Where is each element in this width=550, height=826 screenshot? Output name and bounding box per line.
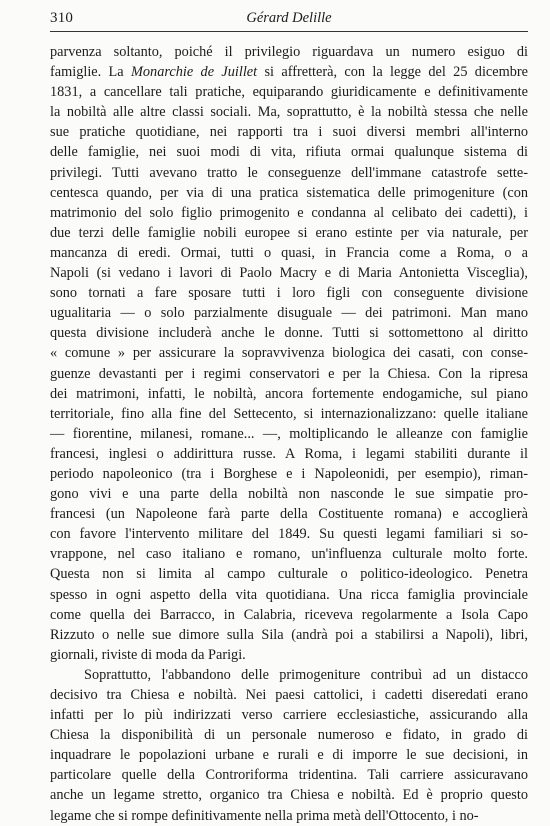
- text-line: come quella dei Barracco, in Calabria, riceveva regolarmente a Isola Capo: [50, 606, 528, 623]
- text-line: parvenza soltanto, poiché il privilegio riguardava un numero esiguo di: [50, 44, 528, 60]
- text-line: delle famiglie, nei suoi modi di vita, rifiuta ormai qualunque sistema di: [50, 144, 528, 161]
- text-line: gono vivi e una parte della nobiltà non nasconde le sue simpatie pro-: [50, 486, 528, 503]
- page-number: 310: [50, 10, 74, 26]
- text-line: giornali, riviste di moda da Parigi.: [50, 646, 246, 663]
- body-text: [50, 42, 528, 826]
- text-line: — fiorentine, milanesi, romane... —, moltiplicando le alleanze con famiglie: [50, 425, 528, 442]
- text-line: Chiesa la disponibilità di un personale numeroso e fidato, in grado di: [50, 727, 528, 744]
- text-line: francesi (un Napoleone farà parte della Costituente romana) e accoglierà: [50, 506, 528, 523]
- text-line: guenze devastanti per i regimi conservatori e per la Chiesa. Con la ripresa: [50, 365, 528, 382]
- text-line: 1831, a cancellare tali pratiche, equiparando giuridicamente e definitivamente: [50, 84, 528, 101]
- text-line: decisivo tra Chiesa e nobiltà. Nei paesi cattolici, i cadetti diseredati erano: [50, 687, 528, 703]
- text-line: periodo napoleonico (tra i Borghese e i Napoleonidi, per esempio), riman-: [50, 465, 528, 482]
- text-line: sue pratiche quotidiane, nei rapporti tra i suoi diversi membri all'interno: [50, 124, 528, 141]
- text-line: matrimonio del solo figlio primogenito e condanna al celibato dei cadetti), i: [50, 204, 528, 221]
- text-line: Soprattutto, l'abbandono delle primogeniture contribuì ad un distacco: [84, 666, 528, 683]
- text-line: sono tornati a fare sposare tutti i loro figli con conseguente divisione: [50, 285, 528, 302]
- text-line: francesi, inglesi o addirittura russe. A Roma, i legami stabiliti durante il: [50, 445, 528, 462]
- paragraph-2: [50, 665, 528, 826]
- text-line: legame che si rompe definitivamente nella prima metà dell'Ottocento, i no-: [50, 807, 479, 824]
- text-line: Questa non si limita al campo culturale o politico-ideologico. Penetra: [50, 566, 528, 583]
- text-line: particolare quelle della Controriforma tridentina. Tali carriere assicuravano: [50, 767, 528, 784]
- text-line: due terzi delle famiglie nobili europee si erano estinte per via naturale, per: [50, 224, 528, 241]
- text-line: famiglie. La Monarchie de Juillet si affretterà, con la legge del 25 dicembre: [50, 64, 528, 81]
- text-line: centesca quando, per via di una pratica sistematica delle primogeniture (con: [50, 184, 528, 201]
- text-line: « comune » per assicurare la sopravvivenza biologica dei casati, con conse-: [50, 345, 528, 362]
- running-head-author: Gérard Delille: [246, 10, 332, 26]
- text-line: privilegi. Tutti avevano tratto le conseguenze dell'immane catastrofe sette-: [50, 164, 528, 181]
- page-header: [50, 10, 528, 32]
- text-line: ugualitaria — o solo parzialmente disuguale — dei patrimoni. Man mano: [50, 305, 528, 322]
- text-line: territoriale, fino alla fine del Settecento, si internazionalizzano: quelle italiane: [50, 405, 528, 422]
- text-line: dei matrimoni, infatti, le nobiltà, ancora fortemente endogamiche, sul piano: [50, 385, 528, 402]
- text-line: la nobiltà alle altre classi sociali. Ma, soprattutto, è la nobiltà stessa che nelle: [50, 104, 528, 121]
- text-line: anche un legame stretto, organico tra Chiesa e nobiltà. Ed è proprio questo: [50, 787, 528, 804]
- text-line: con favore l'intervento militare del 1849. Su questi legami familiari si so-: [50, 526, 528, 543]
- text-line: mancanza di eredi. Ormai, tutti o quasi, in Francia come a Roma, o a: [50, 244, 528, 261]
- text-line: questa divisione includerà anche le donne. Tutti si sottomettono al diritto: [50, 325, 528, 342]
- text-line: Rizzuto o nelle sue dimore sulla Sila (andrà poi a stabilirsi a Napoli), libri,: [50, 626, 528, 643]
- text-line: infatti per lo più indirizzati verso carriere ecclesiastiche, assicurando alla: [50, 707, 528, 724]
- text-line: Napoli (si vedano i lavori di Paolo Macry e di Maria Antonietta Visceglia),: [50, 265, 528, 282]
- paragraph-1: [50, 42, 528, 665]
- text-line: vrappone, nel caso italiano e romano, un'influenza culturale molto forte.: [50, 546, 528, 563]
- header-rule: [50, 31, 528, 32]
- text-line: inquadrare le popolazioni urbane e rurali e di imporre le sue decisioni, in: [50, 747, 528, 764]
- text-line: spesso in ogni aspetto della vita quotidiana. Una ricca famiglia provinciale: [50, 586, 528, 603]
